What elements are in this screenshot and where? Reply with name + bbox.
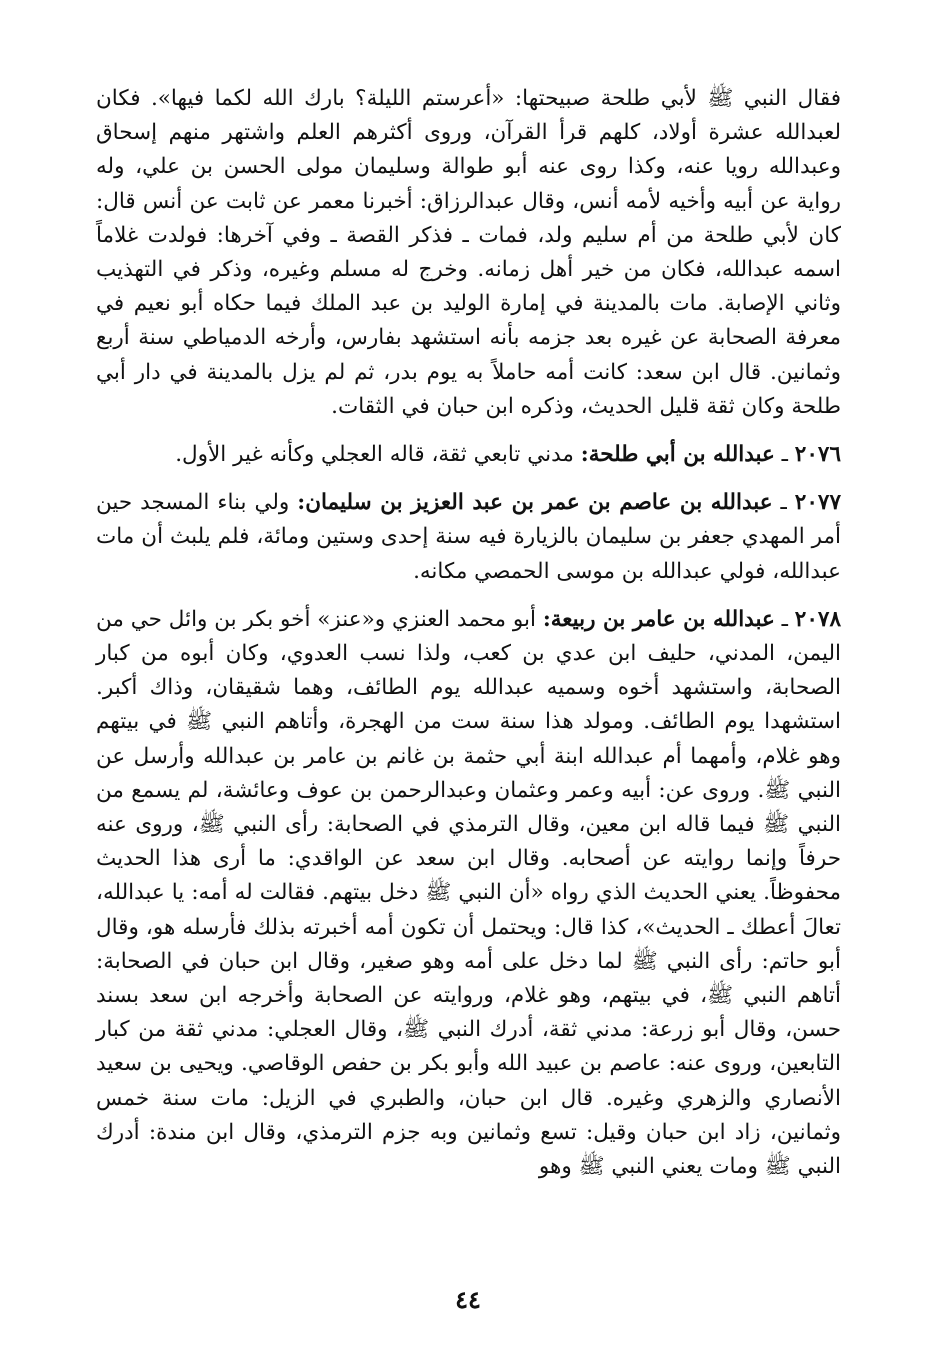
- entry-2078: [96, 603, 841, 1184]
- entry-name: عبدالله بن أبي طلحة:: [580, 442, 775, 468]
- entry-number: ٢٠٧٨: [794, 606, 841, 632]
- page-number: ٤٤: [455, 1285, 481, 1314]
- paragraph-gap: [96, 472, 841, 486]
- entry-name: عبدالله بن عامر بن ربيعة:: [542, 606, 775, 632]
- entry-number: ٢٠٧٧: [794, 490, 841, 516]
- paragraph-gap: [96, 589, 841, 603]
- entry-text: ولي بناء المسجد حين أمر المهدي جعفر بن سليمان بالزيارة فيه سنة إحدى وستين ومائة، فلم يلبث أن مات عبدالله، فولي عبدالله بن موسى الحمصي مكانه.: [96, 490, 842, 584]
- entry-separator: ـ: [772, 490, 795, 516]
- entry-text: مدني تابعي ثقة، قاله العجلي وكأنه غير الأول.: [175, 442, 574, 468]
- entry-number: ٢٠٧٦: [794, 442, 841, 468]
- paragraph-gap: [96, 424, 841, 438]
- entry-2077: [96, 486, 841, 589]
- entry-separator: ـ: [774, 606, 795, 632]
- entry-name: عبدالله بن عاصم بن عمر بن عبد العزيز بن سليمان:: [297, 490, 773, 516]
- paragraph-continuation: فقال النبي ﷺ لأبي طلحة صبيحتها: «أعرستم الليلة؟ بارك الله لكما فيها». فكان لعبدالله عشرة أولاد، كلهم قرأ القرآن، وروى أكثرهم العلم واشتهر منهم إسحاق وعبدالله رويا عنه، وكذا روى عنه أبو طوالة وسليمان مولى الحسن بن علي، وله رواية عن أبيه وأخيه لأمه أنس، وقال عبدالرزاق: أخبرنا معمر عن ثابت عن أنس قال: كان لأبي طلحة من أم سليم ولد، فمات ـ فذكر القصة ـ وفي آخرها: فولدت غلاماً اسمه عبدالله، فكان من خير أهل زمانه. وخرج له مسلم وغيره، وذكر في التهذيب وثاني الإصابة. مات بالمدينة في إمارة الوليد بن عبد الملك فيما حكاه أبو نعيم في معرفة الصحابة عن غيره بعد جزمه بأنه استشهد بفارس، وأرخه الدمياطي سنة أربع وثمانين. قال ابن سعد: كانت أمه حاملاً به يوم بدر، ثم لم يزل بالمدينة في دار أبي طلحة وكان ثقة قليل الحديث، وذكره ابن حبان في الثقات.: [96, 86, 841, 419]
- entry-text: أبو محمد العنزي و«عنز» أخو بكر بن وائل حي من اليمن، المدني، حليف ابن عدي بن كعب، ولذا نسب العدوي، وكان أبوه من كبار الصحابة، واستشهد أخوه وسميه عبدالله يوم الطائف، وهما شقيقان، وذاك أكبر. استشهدا يوم الطائف. ومولد هذا سنة ست من الهجرة، وأتاهم النبي ﷺ في بيتهم وهو غلام، وأمهما أم عبدالله ابنة أبي حثمة بن غانم بن عامر بن عبدالله وأرسل عن النبي ﷺ. وروى عن: أبيه وعمر وعثمان وعبدالرحمن بن عوف وعائشة، لم يسمع من النبي ﷺ فيما قاله ابن معين، وقال الترمذي في الصحابة: رأى النبي ﷺ، وروى عنه حرفاً وإنما روايته عن أصحابه. وقال ابن سعد عن الواقدي: ما أرى هذا الحديث محفوظاً. يعني الحديث الذي رواه «أن النبي ﷺ دخل بيتهم. فقالت له أمه: يا عبدالله، تعالَ أعطك ـ الحديث»، كذا قال: ويحتمل أن تكون أمه أخبرته بذلك فأرسله هو، وقال أبو حاتم: رأى النبي ﷺ لما دخل على أمه وهو صغير، وقال ابن حبان في الصحابة: أتاهم النبي ﷺ، في بيتهم، وهو غلام، وروايته عن الصحابة وأخرجه ابن سعد بسند حسن، وقال أبو زرعة: مدني ثقة، أدرك النبي ﷺ، وقال العجلي: مدني ثقة من كبار التابعين، وروى عنه: عاصم بن عبيد الله وأبو بكر بن حفص الوقاصي. ويحيى بن سعيد الأنصاري والزهري وغيره. قال ابن حبان، والطبري في الزيل: مات سنة خمس وثمانين، زاد ابن حبان وقيل: تسع وثمانين وبه جزم الترمذي، وقال ابن مندة: أدرك النبي ﷺ ومات يعني النبي ﷺ وهو: [96, 606, 841, 1180]
- document-page: [96, 82, 841, 1184]
- entry-separator: ـ: [774, 442, 795, 468]
- entry-2076: [96, 438, 841, 472]
